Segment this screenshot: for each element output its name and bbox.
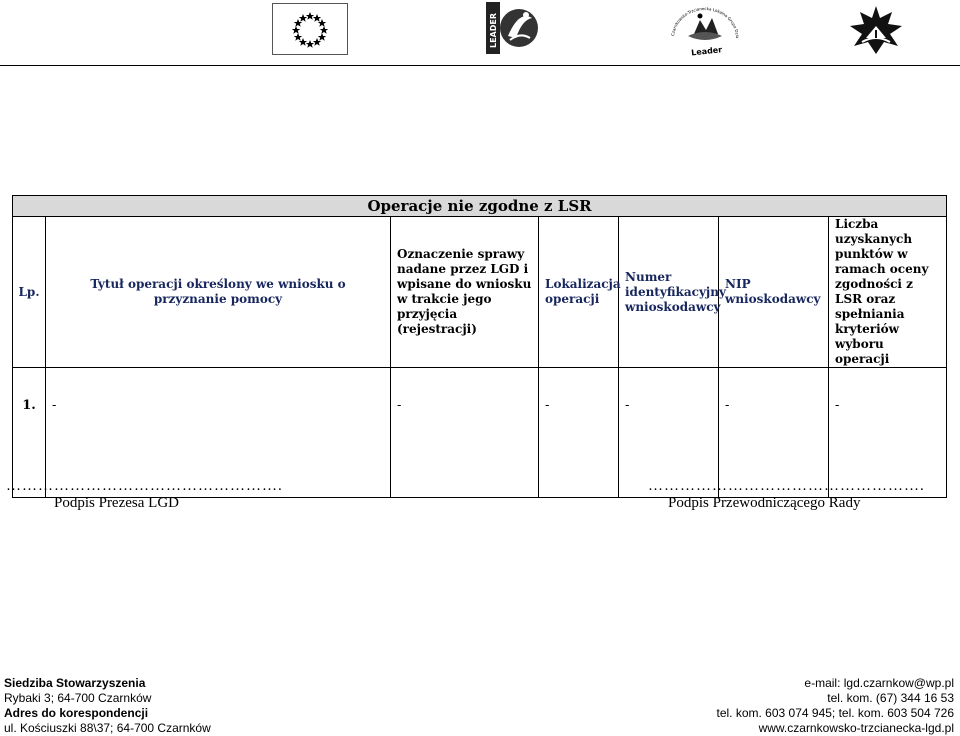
header-nip: NIP wnioskodawcy [719,217,829,368]
signature-line: ……………………………………………. [6,478,283,494]
footer-correspondence-address: ul. Kościuszki 88\37; 64-700 Czarnków [4,721,211,735]
table-header-row [13,217,947,368]
footer-seat-address: Rybaki 3; 64-700 Czarnków [4,691,152,705]
cell-nip: - [719,368,829,498]
header-divider [0,65,960,66]
cell-operation-title: - [46,368,391,498]
header-case-mark: Oznaczenie sprawy nadane przez LGD i wpisane do wniosku w trakcie jego przyjęcia (rejestracji) [391,217,539,368]
header-applicant-id: Numer identyfikacyjny wnioskodawcy [619,217,719,368]
cell-points: - [829,368,947,498]
header-location: Lokalizacja operacji [539,217,619,368]
footer-address [4,676,211,736]
footer-email: e-mail: lgd.czarnkow@wp.pl [804,676,954,690]
region-logo [848,4,904,56]
signature-label: Podpis Prezesa LGD [54,495,179,511]
signature-label: Podpis Przewodniczącego Rady [668,495,861,511]
eu-flag-logo [272,3,348,55]
leader-logo-text: LEADER [489,12,498,48]
header-points: Liczba uzyskanych punktów w ramach oceny zgodności z LSR oraz spełniania kryteriów wyboru operacji [829,217,947,368]
cell-case-mark: - [391,368,539,498]
header-operation-title: Tytuł operacji określony we wniosku o przyznanie pomocy [46,217,391,368]
cell-applicant-id: - [619,368,719,498]
signature-line: ……………………………………………. [648,478,925,494]
cell-location: - [539,368,619,498]
lgd-leader-text: Leader [690,45,723,58]
lgd-logo [664,4,746,58]
signature-president [6,478,283,512]
cell-lp: 1. [13,368,46,498]
lsr-operations-table [12,195,947,498]
lgd-arc-text: Czarnkowsko-Trzcianecka Lokalna Grupa Dzia [670,5,741,39]
footer-mobile: tel. kom. 603 074 945; tel. kom. 603 504 726 [716,706,954,720]
footer-phone: tel. kom. (67) 344 16 53 [827,691,954,705]
signature-council-chair [648,478,925,512]
footer-seat-heading: Siedziba Stowarzyszenia [4,676,146,690]
leader-logo [486,2,546,54]
footer-correspondence-heading: Adres do korespondencji [4,706,149,720]
table-title-row [13,196,947,217]
table-title: Operacje nie zgodne z LSR [13,196,947,217]
footer-contact [717,676,955,736]
header-lp: Lp. [13,217,46,368]
footer-website: www.czarnkowsko-trzcianecka-lgd.pl [758,721,954,735]
